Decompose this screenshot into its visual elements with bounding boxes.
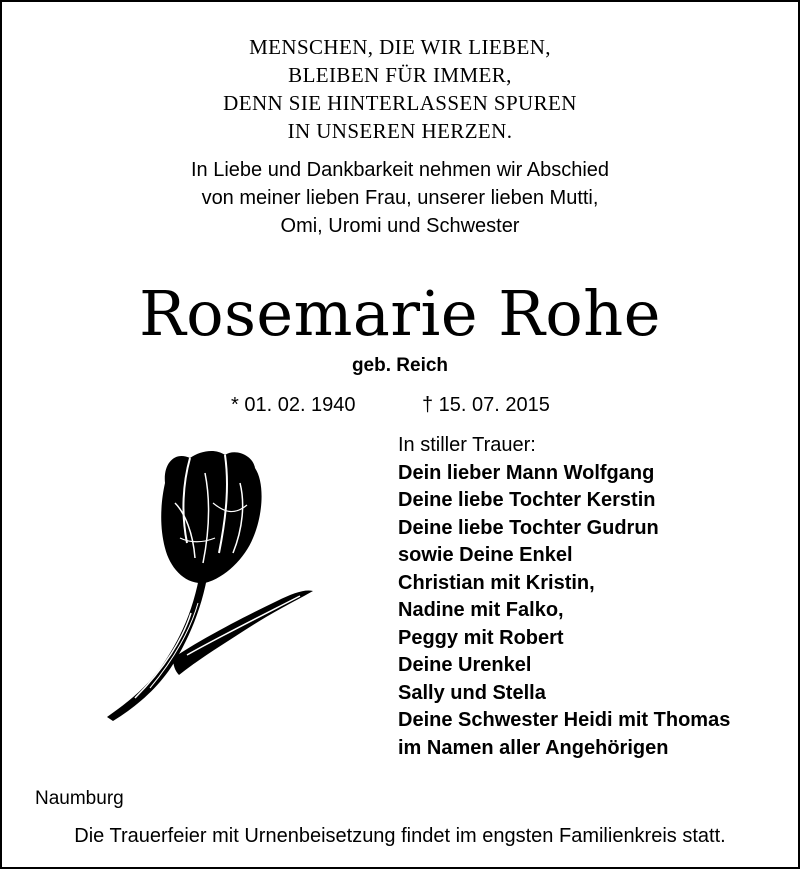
mourner-line: sowie Deine Enkel [398,544,573,566]
mourner-line: Deine Urenkel [398,654,532,676]
mourner-line: Sally und Stella [398,681,546,704]
mourner-line: Deine Schwester Heidi mit Thomas [398,709,731,731]
motto-line: IN UNSEREN HERZEN. [287,119,513,143]
mourner-line: Deine liebe Tochter Gudrun [398,516,659,539]
deceased-name: Rosemarie Rohe [139,277,661,350]
mourners-list [398,432,730,762]
mourner-line: im Namen aller Angehörigen [398,736,669,759]
mourner-line: Dein lieber Mann Wolfgang [398,461,655,484]
maiden-name: geb. Reich [351,355,449,376]
mourner-line: Peggy mit Robert [398,626,564,649]
birth-date: * 01. 02. 1940 [231,394,356,416]
funeral-note: Die Trauerfeier mit Urnenbeisetzung findet im engsten Familienkreis statt. [74,825,726,847]
mourner-line: Deine liebe Tochter Kerstin [398,489,656,511]
death-date: † 15. 07. 2015 [422,394,550,416]
intro-line: Omi, Uromi und Schwester [280,215,520,237]
mourner-line: Christian mit Kristin, [398,571,595,594]
motto-line: MENSCHEN, DIE WIR LIEBEN, [249,35,551,59]
motto-verse [0,33,800,145]
mourner-line: Nadine mit Falko, [398,599,564,621]
mourners-heading: In stiller Trauer: [398,434,536,456]
motto-line: BLEIBEN FÜR IMMER, [288,63,512,87]
intro-line: In Liebe und Dankbarkeit nehmen wir Abschied [190,159,610,181]
intro-text [0,156,800,240]
tulip-icon [95,443,325,723]
intro-line: von meiner lieben Frau, unserer lieben Mutti, [201,187,599,209]
place-name: Naumburg [35,788,124,809]
motto-line: DENN SIE HINTERLASSEN SPUREN [223,91,577,115]
